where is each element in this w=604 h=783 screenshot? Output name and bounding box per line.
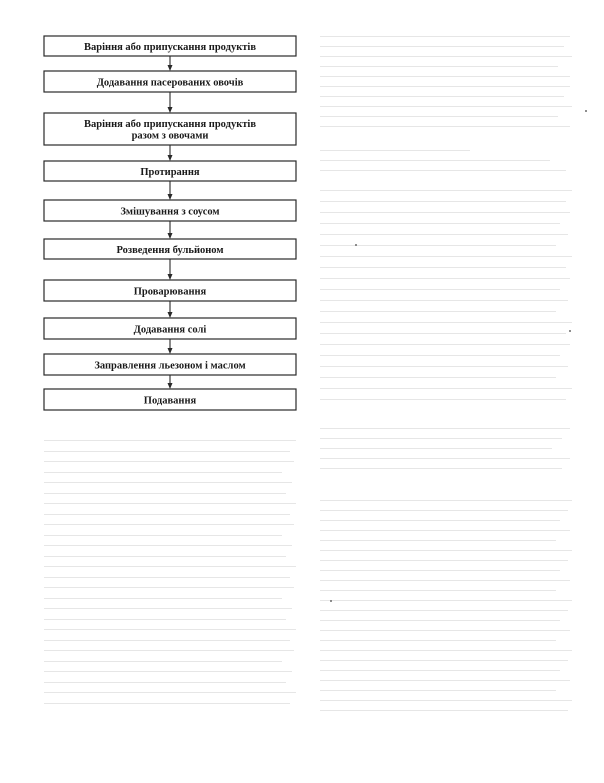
flowchart-step [44,239,296,259]
connector-arrow [168,301,173,318]
flowchart-step [44,71,296,92]
connector-arrow [168,339,173,354]
connector-arrow [168,56,173,71]
step-label: Варіння або припускання продуктів [84,119,256,131]
flowchart-step [44,113,296,145]
connector-arrow [168,221,173,239]
flowchart-step [44,389,296,410]
connector-arrow [168,145,173,161]
step-label: Заправлення льезоном і маслом [94,360,246,372]
step-label: Протирання [140,166,200,178]
flowchart-step [44,280,296,301]
step-label: Варіння або припускання продуктів [84,41,256,53]
connector-arrow [168,92,173,113]
flowchart-step [44,36,296,56]
step-label: Додавання солі [133,324,207,336]
step-label: Розведення бульйоном [116,244,224,256]
step-label: Змішування з соусом [120,206,220,218]
flowchart-step [44,318,296,339]
connector-arrow [168,375,173,389]
flowchart-step [44,161,296,181]
step-label: разом з овочами [131,130,209,142]
step-label: Подавання [143,395,197,407]
connector-arrow [168,259,173,280]
connector-arrow [168,181,173,200]
flowchart-step [44,200,296,221]
flowchart-step [44,354,296,375]
step-label: Проварювання [133,286,207,298]
step-label: Додавання пасерованих овочів [96,77,244,89]
